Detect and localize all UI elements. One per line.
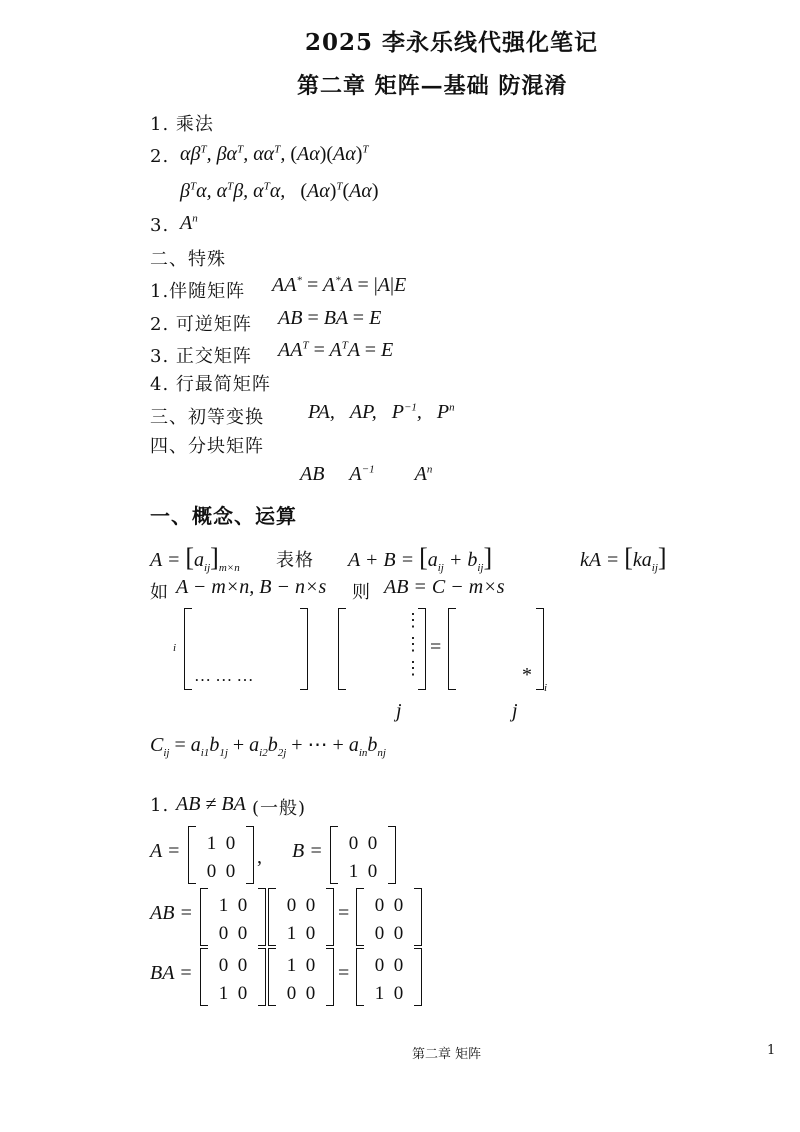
result-row-index: i <box>544 682 548 694</box>
matrix-b-label: B = <box>292 840 323 862</box>
ab-factor-2: 0 0 1 0 <box>268 888 334 946</box>
invertible-formula: AB = BA = E <box>278 307 382 329</box>
outline-item-3-number: 3. <box>150 215 170 236</box>
invertible-label: 2. 可逆矩阵 <box>150 314 252 335</box>
ba-product-label: BA = <box>150 962 193 984</box>
row-dots: … … … <box>194 666 254 685</box>
block-matrix-label: 四、分块矩阵 <box>150 436 264 457</box>
rref-label: 4. 行最简矩阵 <box>150 374 271 395</box>
adjugate-label: 1.伴随矩阵 <box>150 281 246 302</box>
product-dimension: AB = C − m×s <box>384 576 505 598</box>
ab-product-label: AB = <box>150 902 193 924</box>
block-matrix-formula: AB $A^{-1}$ $A^n$ <box>300 463 433 485</box>
ba-factor-2: 1 0 0 0 <box>268 948 334 1006</box>
entry-formula: $C_{ij} = a_{i1}b_{1j} + a_{i2}b_{2j}$ + ⋯ + $a_{in}b_{nj}$ <box>150 734 386 759</box>
comma: , <box>257 846 262 868</box>
ba-result: 0 0 1 0 <box>356 948 422 1006</box>
section-title: 一、概念、运算 <box>150 504 297 528</box>
page-title: 2025 李永乐线代强化笔记 <box>305 29 599 56</box>
chapter-subtitle: 第二章 矩阵—基础 防混淆 <box>297 73 568 99</box>
elementary-transform-formula: PA, AP, $P^{-1}$, $P^n$ <box>308 401 455 423</box>
outline-item-2-line2: $\beta^T\alpha$, $\alpha^T\beta$, $\alpha^T\alpha$, $(A\alpha)^T(A\alpha)$ <box>180 180 379 202</box>
schematic-equal: = <box>430 636 442 658</box>
outline-item-3-math: $A^n$ <box>180 212 198 234</box>
column-dots-2: ⋮ <box>404 634 422 655</box>
ba-factor-1: 0 0 1 0 <box>200 948 266 1006</box>
orthogonal-label: 3. 正交矩阵 <box>150 346 252 367</box>
column-dots-1: ⋮ <box>404 610 422 631</box>
column-index-label-1: j <box>396 700 402 722</box>
matrix-a-label: A = <box>150 840 181 862</box>
column-index-label-2: j <box>512 700 518 722</box>
schematic-matrix-c <box>448 608 544 690</box>
ba-equal: = <box>338 962 350 984</box>
ab-result: 0 0 0 0 <box>356 888 422 946</box>
footer-chapter: 第二章 矩阵 <box>412 1047 482 1062</box>
orthogonal-formula: $AA^T = A^TA = E$ <box>278 339 394 361</box>
adjugate-formula: AA* = A*A = |A|E <box>272 274 407 296</box>
matrix-b: 0 0 1 0 <box>330 826 396 884</box>
example-heading-number: 1. <box>150 795 170 816</box>
outline-item-2-line1: $\alpha\beta^T$, $\beta\alpha^T$, $\alpha\alpha^T$, $(A\alpha)(A\alpha)^T$ <box>180 143 369 165</box>
example-heading-formula: AB ≠ BA <box>176 793 246 815</box>
example-prefix: 如 <box>150 582 169 603</box>
column-dots-3: ⋮ <box>404 658 422 679</box>
schematic-matrix-b <box>338 608 426 690</box>
ab-factor-1: 1 0 0 0 <box>200 888 266 946</box>
target-entry-star: * <box>522 664 532 686</box>
definition-table-label: 表格 <box>276 550 314 571</box>
matrix-a: 1 0 0 0 <box>188 826 254 884</box>
ab-equal: = <box>338 902 350 924</box>
definition-sum: $A + B = [a_{ij} + b_{ij}]$ <box>348 543 493 574</box>
then-label: 则 <box>352 582 371 603</box>
schematic-matrix-a <box>184 608 308 690</box>
footer-page-number: 1 <box>767 1043 776 1058</box>
outline-special-title: 二、特殊 <box>150 249 226 270</box>
dimension-condition: A − m×n, B − n×s <box>176 576 327 598</box>
definition-matrix: $A = [a_{ij}]_{m\times n}$ <box>150 543 240 574</box>
outline-item-2-number: 2. <box>150 146 170 167</box>
elementary-transform-label: 三、初等变换 <box>150 407 264 428</box>
example-heading-note: (一般) <box>252 798 307 819</box>
row-index-label: i <box>173 642 177 654</box>
outline-item-multiplication: 1. 乘法 <box>150 114 214 135</box>
definition-scalar: kA = $[ka_{ij}]$ <box>580 543 667 574</box>
